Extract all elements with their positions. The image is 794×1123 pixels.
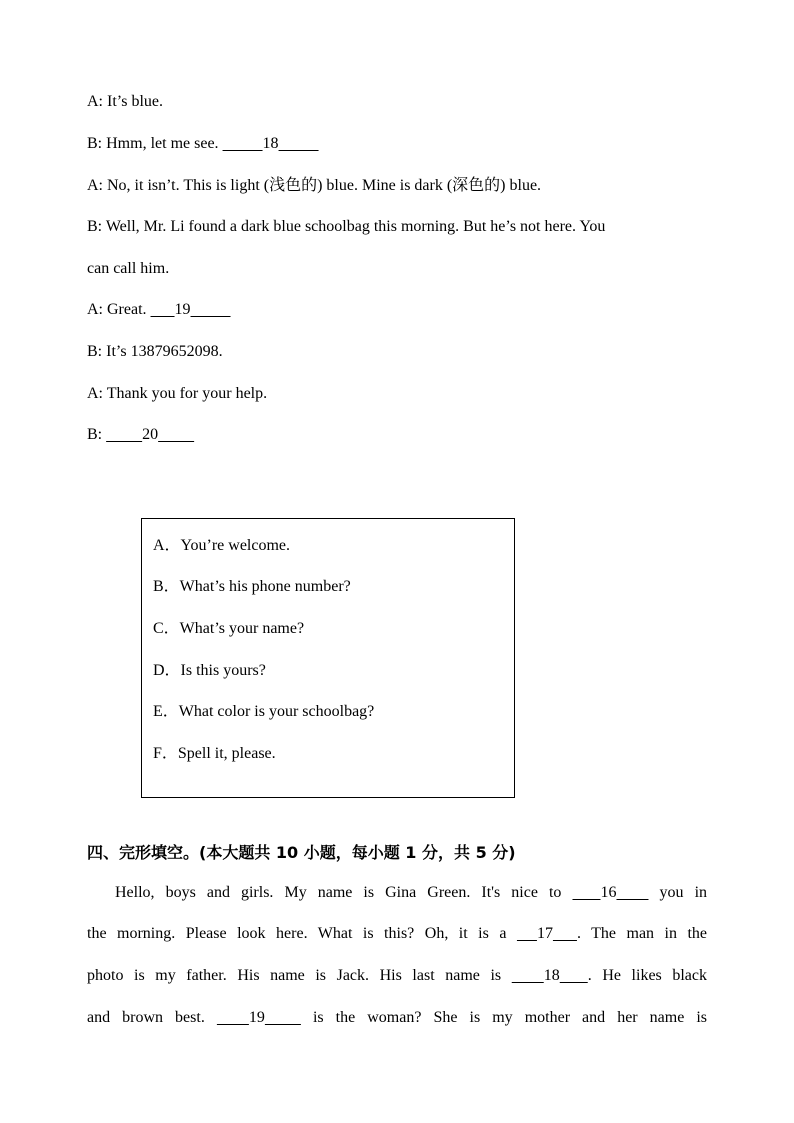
option-e: E．What color is your schoolbag? — [153, 703, 375, 720]
option-c: C．What’s your name? — [153, 620, 305, 637]
blank-number: 16 — [600, 884, 617, 901]
passage-text: the morning. Please look here. What is this? Oh, it is a — [87, 925, 507, 942]
passage-line-1 — [87, 883, 707, 903]
blank-number: 20 — [142, 426, 159, 443]
option-a: A．You’re welcome. — [153, 537, 291, 554]
passage-text: and brown best. — [87, 1009, 205, 1026]
dialogue-text: No, it isn’t. This is light (浅色的) blue. Mine is dark (深色的) blue. — [107, 177, 542, 194]
passage-line-3 — [87, 966, 707, 986]
speaker: B: — [87, 135, 103, 152]
dialogue-line-4 — [87, 217, 605, 237]
cloze-blank-16[interactable] — [572, 883, 648, 903]
section-heading: 四、完形填空。(本大题共 10 小题，每小题 1 分，共 5 分) — [87, 843, 516, 862]
speaker: B: — [87, 343, 103, 360]
blank-number: 18 — [262, 135, 279, 152]
speaker: A: — [87, 301, 103, 318]
option-f: F．Spell it, please. — [153, 745, 276, 762]
dialogue-line-5 — [87, 259, 169, 279]
option-b: B．What’s his phone number? — [153, 578, 351, 595]
dialogue-text: It’s 13879652098. — [106, 343, 223, 360]
blank-number: 17 — [536, 925, 553, 942]
passage-line-2 — [87, 924, 707, 944]
speaker: A: — [87, 385, 103, 402]
passage-line-4 — [87, 1008, 707, 1028]
answer-blank-20[interactable] — [106, 425, 194, 445]
answer-blank-18[interactable] — [223, 134, 319, 154]
dialogue-text: Thank you for your help. — [106, 385, 268, 402]
passage-text: photo is my father. His name is Jack. His last name is — [87, 967, 502, 984]
dialogue-text: Well, Mr. Li found a dark blue schoolbag this morning. But he’s not here. You — [105, 218, 606, 235]
passage-text: you in — [659, 884, 708, 901]
options-box — [141, 518, 515, 798]
dialogue-text: It’s blue. — [107, 93, 163, 110]
passage-text: is the woman? She is my mother and her name is — [312, 1009, 708, 1026]
cloze-blank-17[interactable] — [517, 924, 577, 944]
blank-number: 18 — [543, 967, 560, 984]
answer-blank-19[interactable] — [151, 300, 231, 320]
cloze-blank-19[interactable] — [217, 1008, 301, 1028]
dialogue-text: Hmm, let me see. — [106, 135, 219, 152]
dialogue-line-1 — [87, 92, 163, 112]
passage-text: Hello, boys and girls. My name is Gina Green. It's nice to — [115, 884, 562, 901]
cloze-blank-18[interactable] — [512, 966, 588, 986]
dialogue-line-8 — [87, 384, 267, 404]
passage-text: . He likes black — [587, 967, 708, 984]
passage-text: . The man in the — [576, 925, 708, 942]
option-d: D．Is this yours? — [153, 662, 266, 679]
speaker: A: — [87, 93, 103, 110]
dialogue-text: can call him. — [87, 260, 170, 277]
dialogue-line-9 — [87, 425, 194, 445]
dialogue-line-6 — [87, 300, 231, 320]
blank-number: 19 — [248, 1009, 265, 1026]
dialogue-line-2 — [87, 134, 319, 154]
dialogue-line-3 — [87, 176, 541, 196]
speaker: A: — [87, 177, 103, 194]
speaker: B: — [87, 218, 103, 235]
speaker: B: — [87, 426, 103, 443]
blank-number: 19 — [174, 301, 191, 318]
dialogue-line-7 — [87, 342, 223, 362]
dialogue-text: Great. — [107, 301, 147, 318]
